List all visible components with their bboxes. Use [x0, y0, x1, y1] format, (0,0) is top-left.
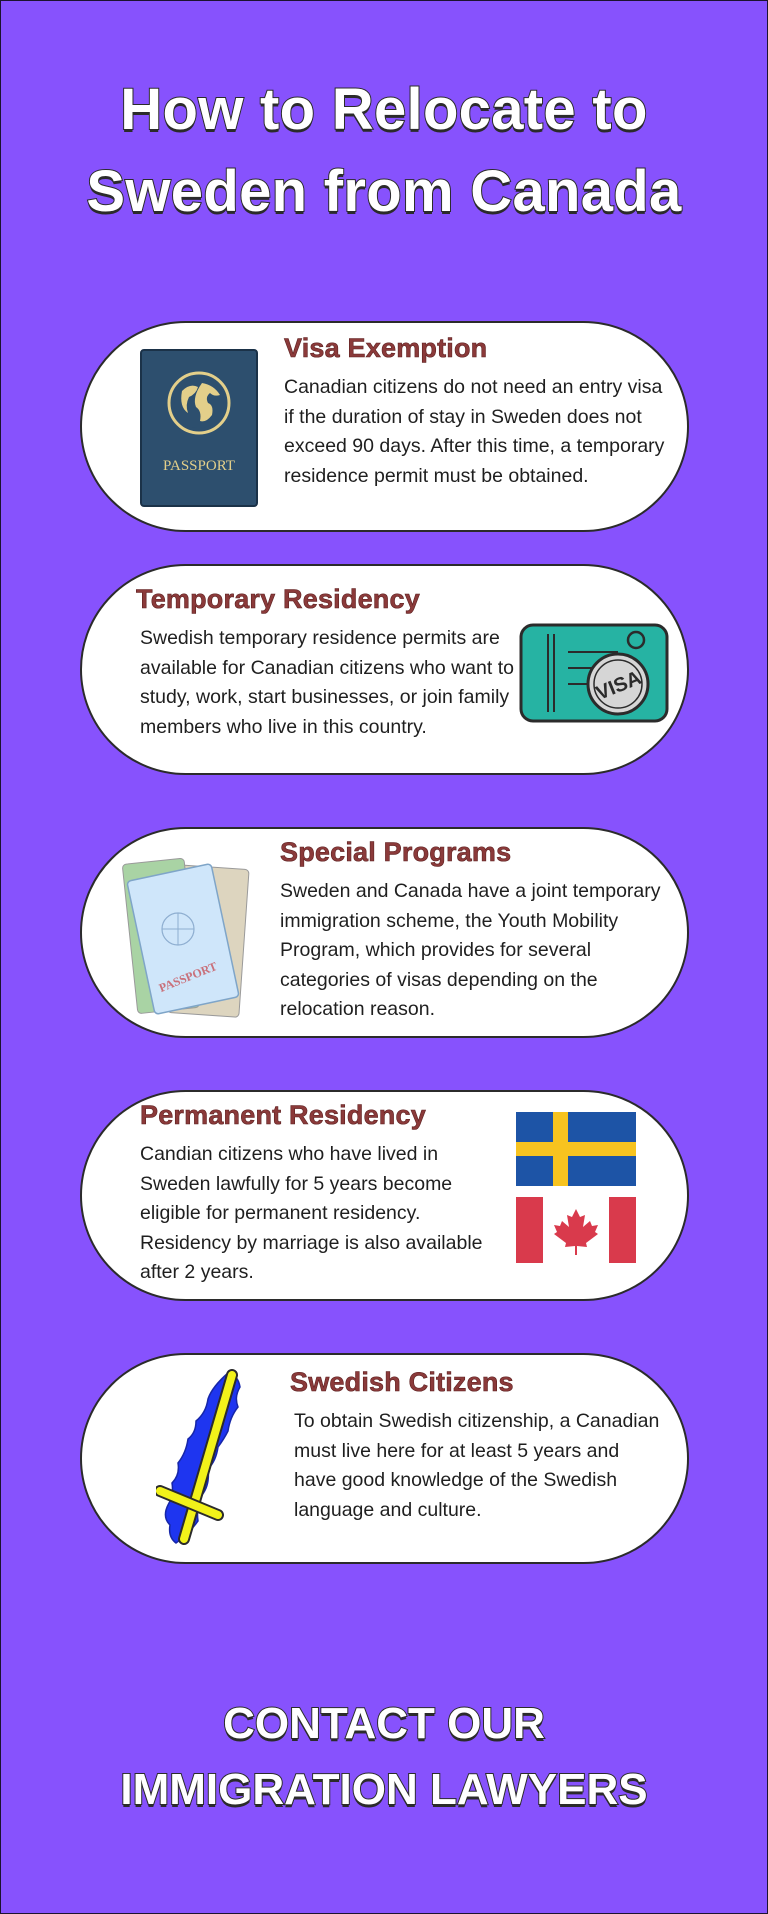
card-heading: Swedish Citizens	[290, 1367, 514, 1397]
card-body: Candian citizens who have lived in Sweden lawfully for 5 years become eligible for permanent residency. Residency by marriage is also available after 2 years.	[140, 1143, 483, 1283]
card-visa-exemption	[80, 321, 689, 532]
card-heading: Visa Exemption	[284, 333, 488, 363]
card-temporary-residency	[80, 564, 689, 775]
card-heading: Permanent Residency	[140, 1100, 426, 1130]
visa-stamp-icon	[518, 622, 672, 728]
sweden-flag-icon	[516, 1112, 636, 1186]
canada-flag-icon	[516, 1197, 636, 1263]
card-heading: Temporary Residency	[136, 584, 420, 614]
card-body: Sweden and Canada have a joint temporary immigration scheme, the Youth Mobility Program, which provides for several categories of visas depending on the relocation reason.	[280, 880, 661, 1020]
documents-passport-label: PASSPORT	[156, 959, 220, 995]
card-body: Canadian citizens do not need an entry visa if the duration of stay in Sweden does not exceed 90 days. After this time, a temporary residence permit must be obtained.	[284, 376, 665, 487]
passport-documents-icon	[120, 847, 252, 1025]
sweden-map-icon	[156, 1369, 252, 1551]
card-permanent-residency	[80, 1090, 689, 1301]
card-body: Swedish temporary residence permits are available for Canadian citizens who want to study, work, start businesses, or join family members who live in this country.	[140, 627, 514, 738]
contact-line-2: IMMIGRATION LAWYERS	[120, 1765, 648, 1814]
visa-stamp-label: VISA	[592, 666, 645, 705]
card-heading: Special Programs	[280, 837, 512, 867]
title-line-1: How to Relocate to	[120, 77, 648, 142]
contact-line-1: CONTACT OUR	[223, 1699, 545, 1748]
contact-call-to-action[interactable]	[1, 1691, 767, 1823]
passport-icon	[140, 349, 258, 507]
title-line-2: Sweden from Canada	[86, 159, 682, 224]
card-body: To obtain Swedish citizenship, a Canadian must live here for at least 5 years and have good knowledge of the Swedish language and culture.	[294, 1410, 660, 1521]
card-swedish-citizens	[80, 1353, 689, 1564]
page-title	[1, 69, 767, 233]
card-special-programs	[80, 827, 689, 1038]
passport-icon-label: PASSPORT	[163, 458, 235, 474]
